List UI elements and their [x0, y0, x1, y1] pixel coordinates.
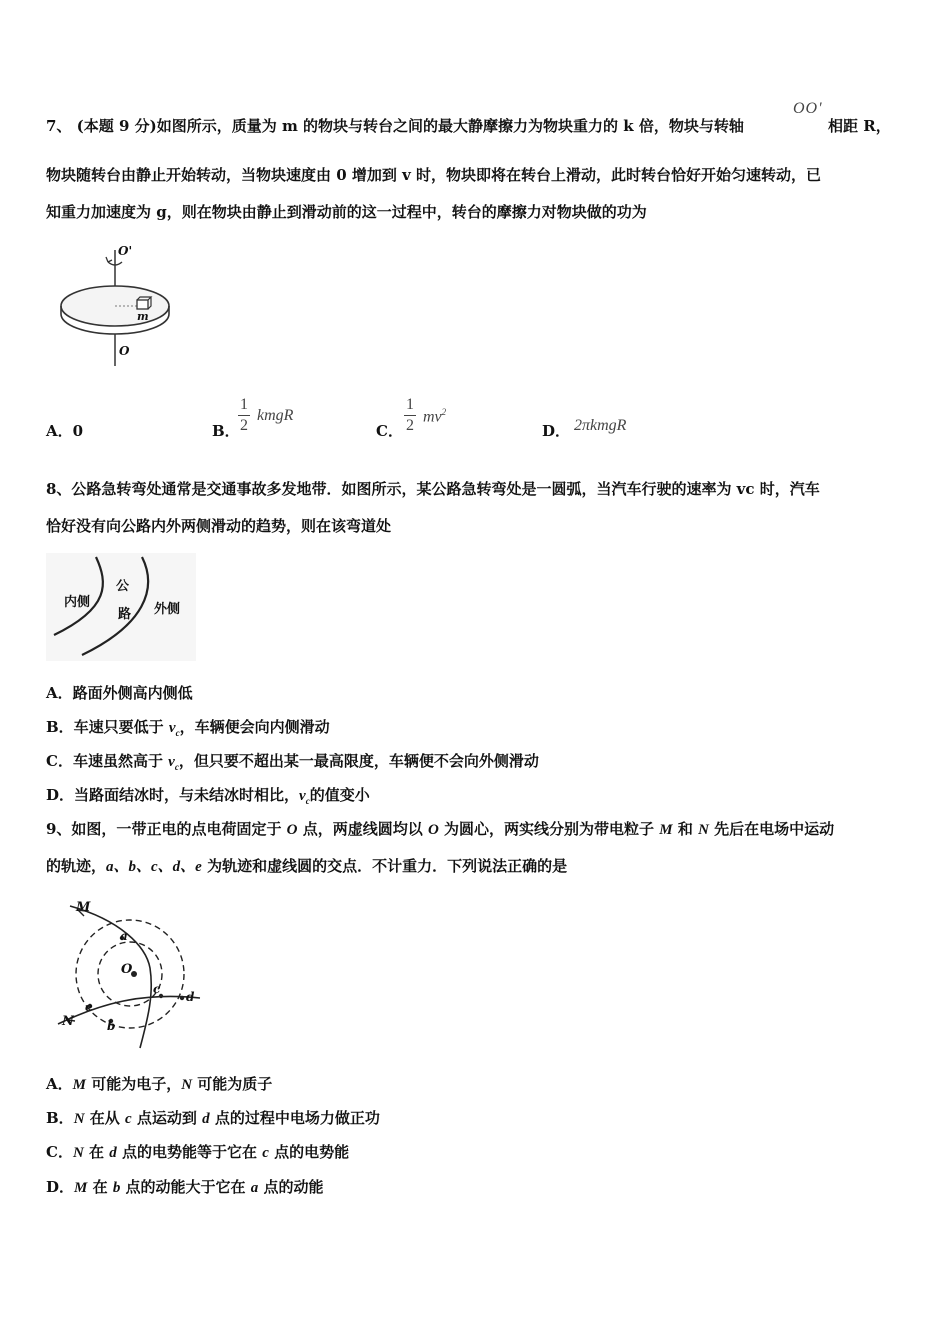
q7-option-d-label[interactable]: D．	[542, 422, 571, 440]
q7-option-c-fraction: 1 2	[406, 396, 414, 434]
q8-option-d[interactable]: D．当路面结冰时，与未结冰时相比，$v_c$的值变小	[46, 786, 370, 806]
turntable-figure	[50, 240, 180, 372]
fig9-label-d: d	[186, 990, 195, 1004]
q7-axis-label: OO'	[793, 100, 823, 117]
q7-option-b-expr: kmgR	[257, 407, 294, 424]
q9-option-d[interactable]: D．M 在 b 点的动能大于它在 a 点的动能	[46, 1178, 324, 1196]
q7-stem-text: 7、 (本题 9 分)如图所示，质量为 m 的物块与转台之间的最大静摩擦力为物块重力的 k 倍，物块与转轴	[46, 117, 744, 135]
q7-option-c-expr: $mv^2$	[423, 407, 447, 426]
fig9-label-b: b	[107, 1019, 116, 1033]
q8-stem-line2: 恰好没有向公路内外两侧滑动的趋势，则在该弯道处	[46, 517, 392, 535]
q7-option-b-fraction: 1 2	[240, 396, 248, 434]
turntable-top-label: O'	[118, 244, 133, 258]
q7-option-d-expr: 2πkmgR	[574, 417, 627, 434]
turntable-bottom-label: O	[119, 344, 130, 358]
road-label-2: 路	[118, 607, 132, 622]
road-outer-label: 外侧	[154, 602, 181, 617]
q7-stem-line1	[46, 116, 744, 136]
q8-option-c[interactable]: C．车速虽然高于 $v_c$，但只要不超出某一最高限度，车辆便不会向外侧滑动	[46, 752, 539, 772]
q9-stem-line2: 的轨迹，a、b、c、d、e 为轨迹和虚线圆的交点．不计重力．下列说法正确的是	[46, 857, 568, 875]
q9-option-c[interactable]: C．N 在 d 点的电势能等于它在 c 点的电势能	[46, 1143, 350, 1161]
q7-stem-line1-end: 相距 R，	[828, 117, 891, 135]
q8-option-b[interactable]: B．车速只要低于 $v_c$，车辆便会向内侧滑动	[46, 718, 330, 738]
fig9-label-c: c	[153, 982, 161, 996]
q7-option-b-label[interactable]: B．	[212, 422, 240, 440]
fig9-label-M: M	[76, 900, 91, 915]
road-label-1: 公	[116, 579, 130, 594]
charge-trajectory-figure	[50, 898, 210, 1056]
turntable-block-label: m	[137, 310, 149, 323]
q9-option-a[interactable]: A．M 可能为电子，N 可能为质子	[46, 1075, 273, 1093]
fig9-label-e: e	[85, 1000, 93, 1014]
fig9-label-N: N	[62, 1014, 74, 1029]
q9-option-b[interactable]: B．N 在从 c 点运动到 d 点的过程中电场力做正功	[46, 1109, 380, 1127]
q9-stem-line1: 9、如图，一带正电的点电荷固定于 O 点，两虚线圆均以 O 为圆心，两实线分别为带电粒子 M 和 N 先后在电场中运动	[46, 820, 835, 838]
q8-option-a[interactable]: A．路面外侧高内侧低	[46, 684, 193, 702]
q7-option-c-label[interactable]: C．	[376, 422, 403, 440]
q7-stem-line2: 物块随转台由静止开始转动，当物块速度由 0 增加到 v 时，物块即将在转台上滑动，此时转台恰好开始匀速转动，已	[46, 166, 822, 184]
fig9-label-O: O	[121, 962, 133, 977]
q7-stem-line3: 知重力加速度为 g，则在物块由静止到滑动前的这一过程中，转台的摩擦力对物块做的功为	[46, 203, 647, 221]
q7-option-a[interactable]: A．0	[46, 422, 84, 440]
q8-stem-line1: 8、公路急转弯处通常是交通事故多发地带．如图所示，某公路急转弯处是一圆弧，当汽车行驶的速率为 vc 时，汽车	[46, 480, 820, 498]
road-inner-label: 内侧	[64, 595, 91, 610]
fig9-label-a: a	[120, 929, 128, 943]
